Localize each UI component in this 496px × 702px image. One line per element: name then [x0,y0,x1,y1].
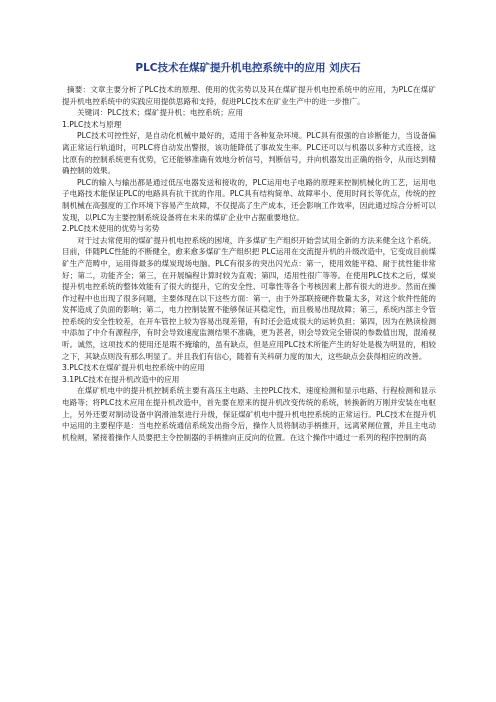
document-title: PLC技术在煤矿提升机电控系统中的应用 刘庆石 [135,62,361,74]
section-heading: 3.PLC技术在煤矿提升机电控系统中的应用 [62,363,205,373]
document-body [62,84,436,443]
body-paragraph: PLC技术可控性好，是自动化机械中最好的，适用于各种复杂环境。PLC具有很强的自诊断能力，当设备偏离正常运行轨道时，可PLC将自动发出警报，该功能降低了事故发生率。PLC还可以与机器以多种方式连接，这比原有的控制系统更有优势，它还能够准确有效地分析信号，判断信号，并向机器发出正确的指令，从而达到精确控制的效果。 [62,131,436,176]
keywords-line: 关键词：PLC技术；煤矿提升机；电控系统；应用 [77,108,243,118]
section-heading: 1.PLC技术与原理 [62,119,122,129]
body-paragraph: PLC的输入与输出都是通过低压电器发送和接收的，PLC运用电子电路的原理来控制机械化的工艺，运用电子电路技术能保证PLC的电路具有抗干扰的作用。PLC具有结构简单、故障率小、使用时间长等优点，传统的控制机械在高强度的工作环境下容易产生故障，不仅提高了生产成本，还会影响工作效率，因此通过综合分析可以发现，以PLC为主要控制系统设备将在未来的煤矿企业中占据重要地位。 [62,177,436,222]
section-heading: 2.PLC技术使用的优势与劣势 [62,224,160,234]
subsection-heading: 3.1PLC技术在提升机改造中的应用 [62,374,180,384]
body-paragraph: 在煤矿机电中的提升机控制系统主要有高压主电路、主控PLC技术、速度检测和显示电路、行程检测和显示电路等；将PLC技术应用在提升机改造中，首先要在原来的提升机改变传统的系统，转换新的万刚并安装在电枢上，另外还要对制动设备中润滑油泵进行升级，保证煤矿机电中提升机电控系统的正常运行。PLC技术在提升机中运用的主要程序是：当电控系统通信系统发出指令后，操作人员将制动手柄推开，远离紧闸位置，并且主电动机检闸，紧接着操作人员要把主令控制器的手柄推向正反向的位置。在这个操作中通过一系列的程序控制的高 [62,386,436,442]
abstract-paragraph: 摘要：文章主要分析了PLC技术的原理、使用的优劣势以及其在煤矿提升机电控系统中的应用，为PLC在煤矿提升机电控系统中的实践应用提供思路和支持，促进PLC技术在矿业生产中的进一步推广。 [62,85,436,106]
body-paragraph: 对于过去常使用的煤矿提升机电控系统的困境，许多煤矿生产组织开始尝试用全新的方法来健全这个系统。目前，伴随PLC性能的不断健全，愈来愈多煤矿生产组织把 PLC运用在交流提升机的升级改造中，它变成目前煤矿生产范畴中，运用得最多的煤炭现场电脑。PLC有很多的突出闪光点：第一，使用效能平稳、耐于扰性能非常好；第二，功能齐全；第三，在开展编程计算时较为直观；第四，适用性很广等等。在使用PLC技术之后，煤炭提升机电控系统的整体效能有了很大的提升，它的安全性、可靠性等各个考核因素上都有很大的进步。然而在操作过程中也出现了很多问题，主要体现在以下这些方面：第一，由于外部联接硬件数量太多，对这个软件性能的发挥造成了负面的影响；第二，电力控制装置不能够保证其稳定性，而且极易出现故障；第三，系统内部主令管控系统的安全性较差，在开车管控上较为容易出现差错，有时还会造成很大的运转负担；第四，因为在熟读检测中添加了中介有源程序，有时会导致速度监测结果不准确，更为甚者，则会导致完全错误的参数值出现，混淆视听。诚然，这项技术的使用还是瑕不掩瑜的，虽有缺点，但是应用PLC技术所能产生的好处是极为明显的，相较之下，其缺点则没有那么明显了。并且我们有信心，随着有关科研力度的加大，这些缺点会获得相应的改善。 [62,235,436,361]
